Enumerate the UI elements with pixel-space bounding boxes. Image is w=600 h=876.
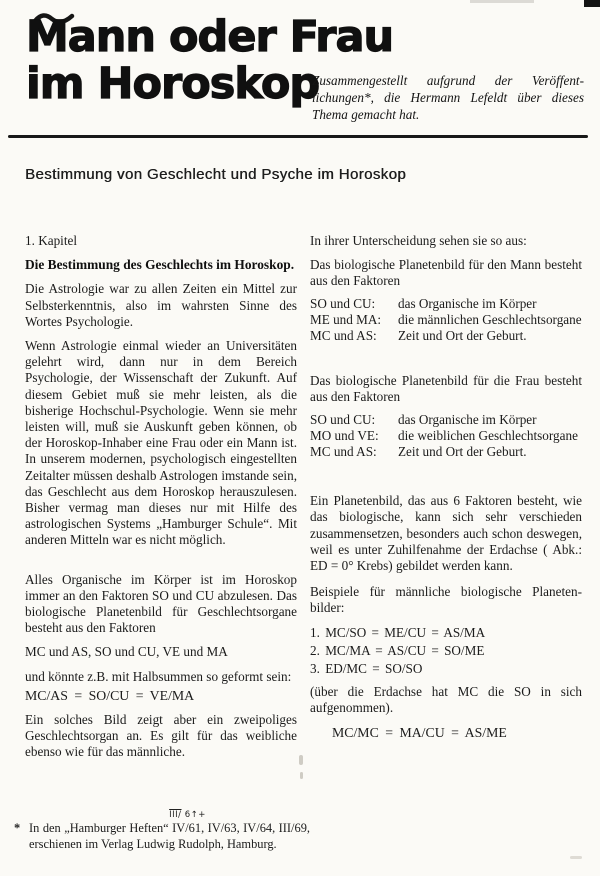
paragraph: Ein Planetenbild, das aus 6 Faktoren besteht, wie das biologische, kann sich sehr verschieden zusammensetzen, besonders auch schon deswegen, weil es unter Zuhilfenahme der Erdachse ( Abk.: ED = 0° Krebs) gebildet werden kann. bbox=[310, 493, 582, 574]
factor-desc: die männlichen Geschlechtsorgane bbox=[398, 311, 582, 327]
paragraph: (über die Erdachse hat MC die SO in sich aufgenommen). bbox=[310, 684, 582, 716]
man-factor-list bbox=[310, 296, 582, 345]
factor-desc: die weiblichen Geschlechtsorgane bbox=[398, 427, 578, 443]
example-list bbox=[310, 625, 582, 678]
annotation-roman: III/ bbox=[169, 810, 182, 820]
factor-term: MO und VE: bbox=[310, 427, 379, 443]
factor-term: SO und CU: bbox=[310, 295, 376, 311]
example-item: 1. MC/SO = ME/CU = AS/MA bbox=[310, 624, 486, 640]
factor-desc: Zeit und Ort der Geburt. bbox=[398, 444, 527, 460]
section-heading: Bestimmung von Geschlecht und Psyche im Horoskop bbox=[25, 166, 407, 183]
paragraph: und könnte z.B. mit Halbsummen so geformt sein: bbox=[25, 668, 292, 684]
factor-desc: Zeit und Ort der Geburt. bbox=[398, 328, 527, 344]
page-title-line1: Mann oder Frau bbox=[26, 12, 394, 62]
factor-term: MC und AS: bbox=[310, 444, 377, 460]
annotation-marks: 6↑+ bbox=[184, 810, 206, 820]
left-column bbox=[25, 233, 297, 769]
paragraph: Alles Organische im Körper ist im Horoskop immer an den Faktoren SO und CU abzulesen. Das biologische Planetenbild für Geschlechtsorgane besteht aus den Faktoren bbox=[25, 571, 297, 636]
factor-desc: das Organische im Körper bbox=[398, 411, 537, 427]
footnote bbox=[14, 810, 310, 853]
formula: MC/MC = MA/CU = AS/ME bbox=[332, 724, 507, 740]
paragraph: Beispiele für männliche biologische Planetenbilder: bbox=[310, 584, 582, 616]
footnote-text-before: In den „Hamburger Heften“ bbox=[29, 821, 173, 835]
factor-term: MC und AS: bbox=[310, 328, 377, 344]
scan-speck bbox=[300, 772, 303, 779]
paragraph: Das biologische Planetenbild für den Mann besteht aus den Faktoren bbox=[310, 257, 582, 289]
factor-term: SO und CU: bbox=[310, 411, 376, 427]
footnote-text bbox=[29, 810, 310, 853]
page-title-line2: im Horoskop bbox=[26, 59, 320, 109]
header-divider bbox=[8, 135, 588, 138]
scan-corner-mark bbox=[584, 0, 600, 7]
scan-speck bbox=[570, 856, 582, 859]
footnote-text-after: , IV/63, IV/64, III/69, erschienen im Verlag Ludwig Rudolph, Hamburg. bbox=[29, 821, 310, 851]
footnote-reference bbox=[169, 810, 206, 837]
example-item: 2. MC/MA = AS/CU = SO/ME bbox=[310, 642, 485, 658]
paragraph: Wenn Astrologie einmal wieder an Universitäten gelehrt wird, dann nur in dem Bereich Psychologie, der Wissenschaft der Zukunft. Auf diesem Gebiet muß sie mehr leisten, als die bisherige Hochschul-Psychologie. Wenn sie mehr leisten will, muß sie Auskunft geben können, ob der Horoskop-Inhaber eine Frau oder ein Mann ist. In unserem modernen, psychologisch eingestellten Zeitalter müssen deshalb Astrologen imstande sein, das Geschlecht aus dem Horoskop herauszulesen. Bisher vermag man dieses nur mit Hilfe des astrologischen Systems „Hamburger Schule“. Mit anderen Mitteln war es nicht möglich. bbox=[25, 338, 297, 548]
footnote-ref-value: IV/61 bbox=[172, 821, 202, 835]
chapter-label: 1. Kapitel bbox=[25, 233, 78, 248]
factors-line: MC und AS, SO und CU, VE und MA bbox=[25, 644, 228, 660]
scan-edge-band bbox=[470, 0, 534, 3]
woman-factor-list bbox=[310, 412, 582, 461]
paragraph: In ihrer Unterscheidung sehen sie so aus: bbox=[310, 233, 527, 248]
left-heading: Die Bestimmung des Geschlechts im Horoskop. bbox=[25, 257, 295, 273]
footnote-marker: * bbox=[14, 821, 21, 835]
paragraph: Die Astrologie war zu allen Zeiten ein Mittel zur Selbsterkenntnis, also im wahrsten Sinne des Wortes Psychologie. bbox=[25, 281, 297, 329]
page-subtitle: Zusammengestellt aufgrund der Veröffentlichungen*, die Hermann Lefeldt über dieses Thema gemacht hat. bbox=[312, 73, 584, 122]
handwritten-annotation bbox=[169, 811, 206, 820]
factor-term: ME und MA: bbox=[310, 311, 382, 327]
paragraph: Ein solches Bild zeigt aber ein zweipoliges Geschlechtsorgan an. Es gilt für das weibliche ebenso wie für das männliche. bbox=[25, 712, 297, 760]
body-columns bbox=[25, 233, 582, 769]
right-column bbox=[310, 233, 582, 769]
paragraph: Das biologische Planetenbild für die Frau besteht aus den Faktoren bbox=[310, 373, 582, 405]
example-item: 3. ED/MC = SO/SO bbox=[310, 661, 423, 677]
formula: MC/AS = SO/CU = VE/MA bbox=[25, 687, 195, 703]
factor-desc: das Organische im Körper bbox=[398, 295, 537, 311]
